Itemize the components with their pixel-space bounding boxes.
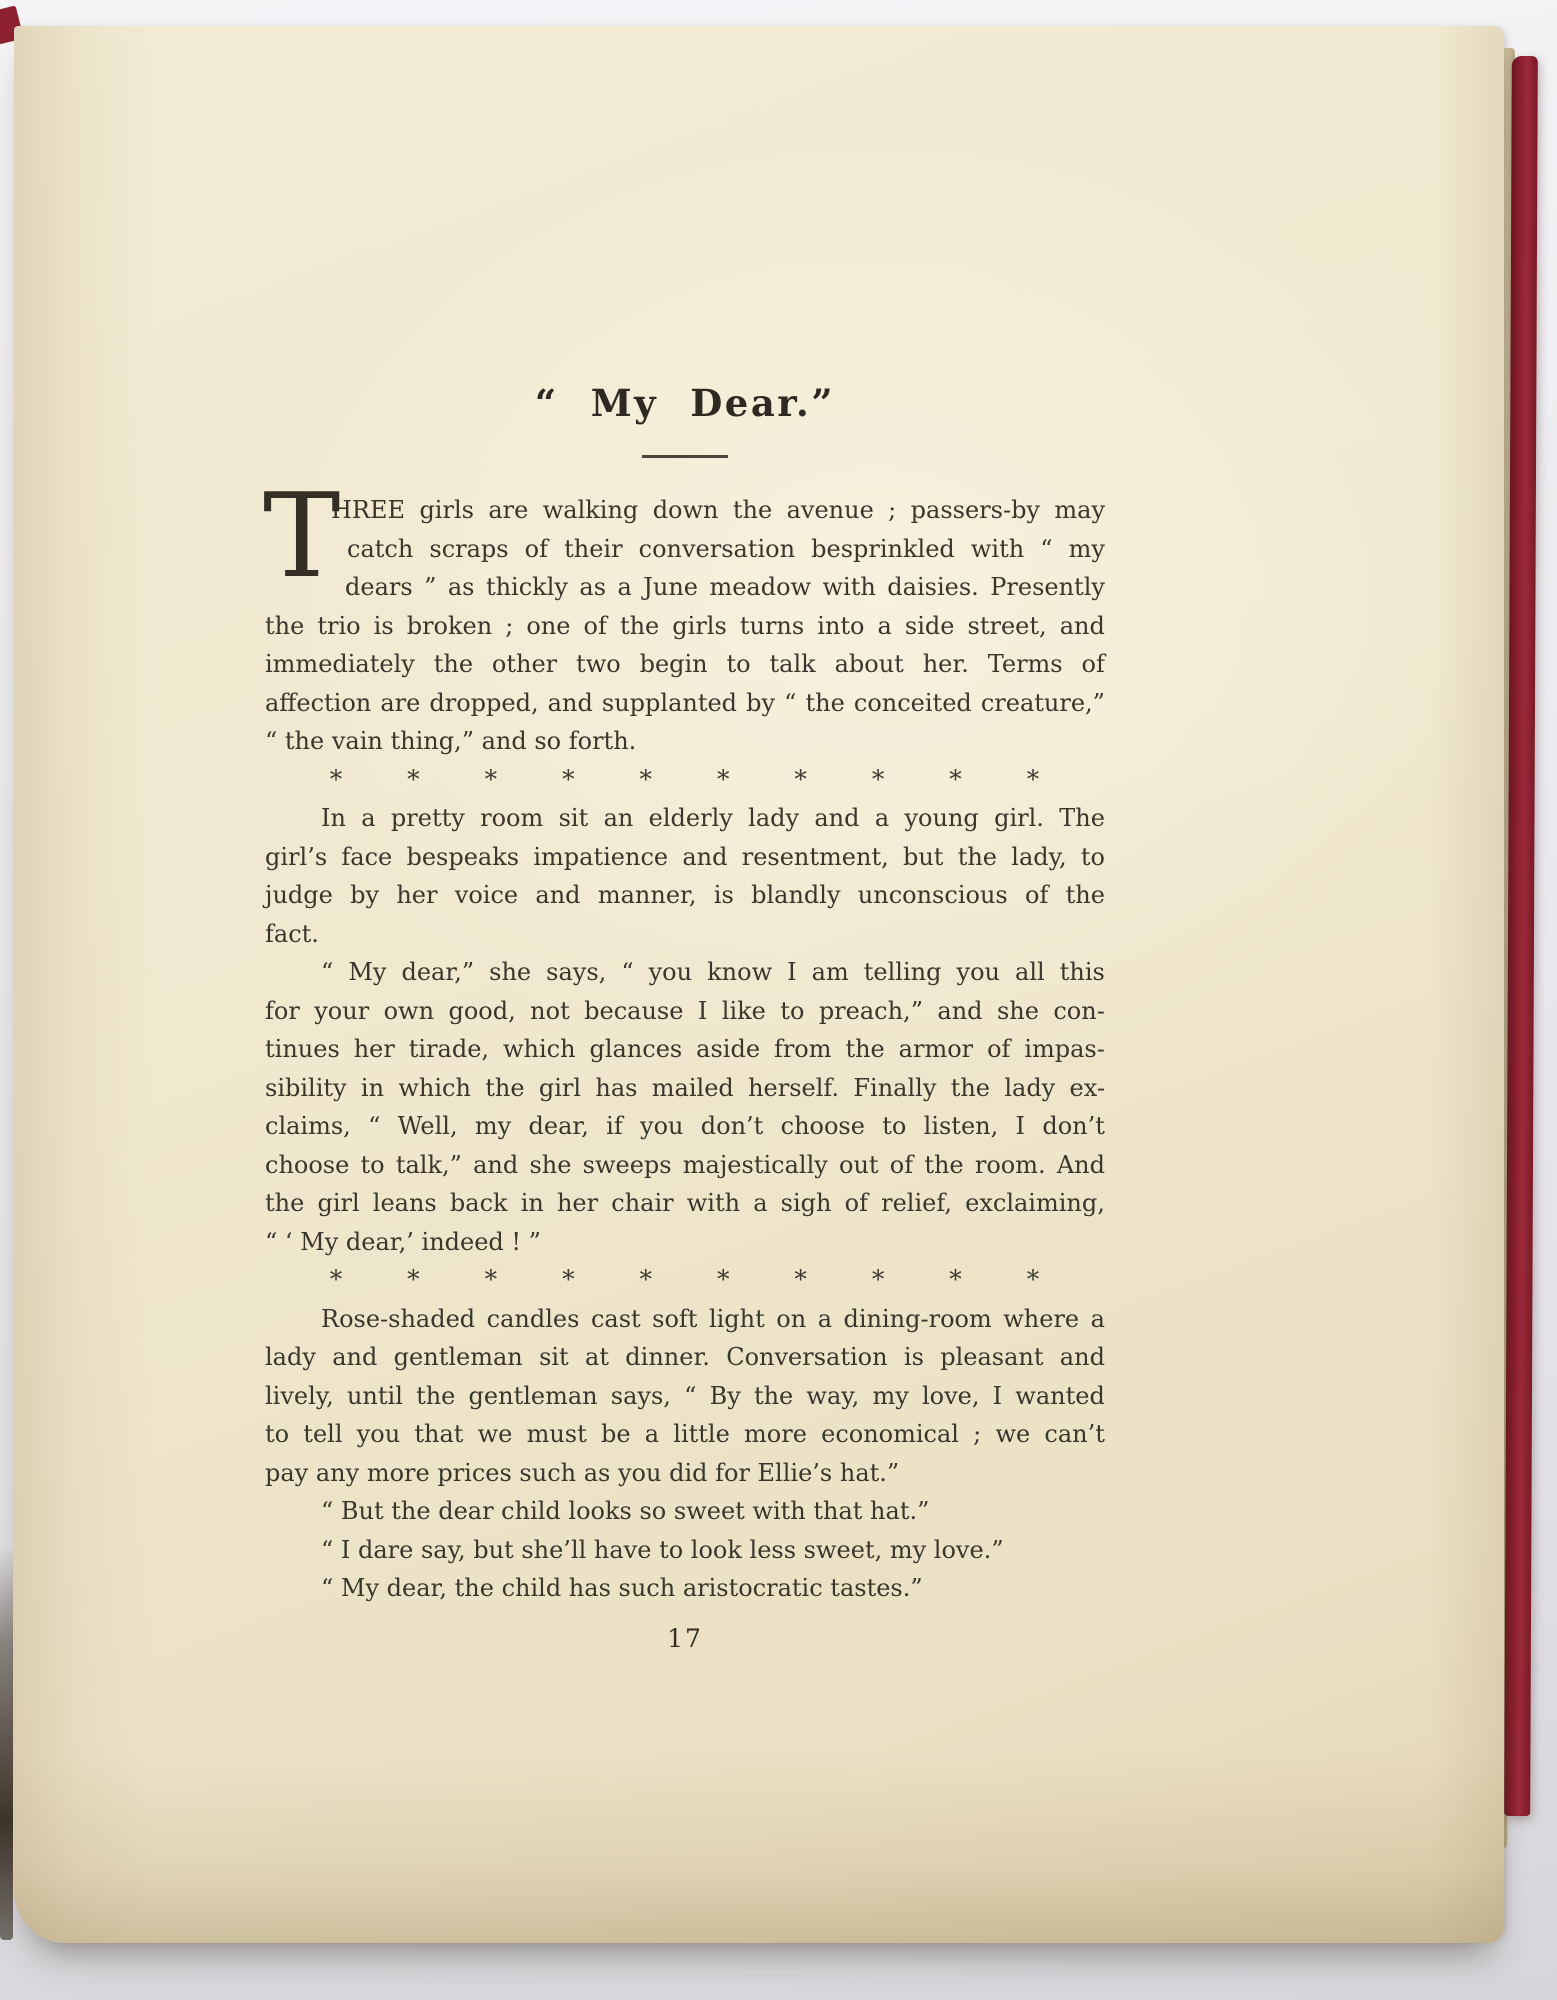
asterisk-separator-row: * * * * * * * * * *: [329, 764, 1041, 794]
text-line: HREE girls are walking down the avenue ; passers-by may: [331, 496, 1105, 524]
text-line: Rose-shaded candles cast soft light on a dining-room where a: [321, 1304, 1105, 1333]
page-number: 17: [667, 1623, 703, 1653]
chapter-title: “ My Dear.”: [534, 381, 836, 425]
body-paragraph: [265, 1300, 1105, 1493]
text-line: In a pretty room sit an elderly lady and a young girl. The: [321, 804, 1105, 832]
title-rule: [642, 455, 728, 458]
text-line: catch scraps of their conversation besprinkled with “ my: [347, 534, 1105, 563]
text-line: “ I dare say, but she’ll have to look less sweet, my love.”: [321, 1535, 1004, 1564]
text-line: the girl leans back in her chair with a sigh of relief, exclaiming,: [265, 1189, 1105, 1217]
text-line: “ the vain thing,” and so forth.: [265, 727, 637, 755]
text-line: affection are dropped, and supplanted by “ the conceited creature,”: [265, 688, 1105, 717]
body-paragraph: [265, 799, 1105, 953]
asterisk-separator-row: * * * * * * * * * *: [329, 1265, 1041, 1294]
text-line: judge by her voice and manner, is blandly unconscious of the: [265, 881, 1105, 909]
text-line: “ My dear, the child has such aristocratic tastes.”: [321, 1574, 923, 1602]
text-line: choose to talk,” and she sweeps majestically out of the room. And: [265, 1150, 1105, 1179]
text-line: pay any more prices such as you did for Ellie’s hat.”: [265, 1458, 900, 1487]
text-line: “ But the dear child looks so sweet with that hat.”: [321, 1497, 930, 1525]
body-sections: [263, 469, 1105, 1608]
drop-cap-letter: T: [263, 469, 341, 604]
text-line: lively, until the gentleman says, “ By the way, my love, I wanted: [265, 1381, 1105, 1410]
text-line: to tell you that we must be a little more economical ; we can’t: [265, 1420, 1105, 1448]
book-edge-shadow-bottom-left: [0, 1545, 13, 1940]
text-line: sibility in which the girl has mailed herself. Finally the lady ex-: [265, 1073, 1105, 1102]
body-paragraph: [263, 469, 1105, 761]
text-line: girl’s face bespeaks impatience and resentment, but the lady, to: [265, 842, 1105, 871]
page-text-column: [265, 381, 1105, 1653]
text-line: fact.: [265, 919, 319, 948]
text-line: the trio is broken ; one of the girls turns into a side street, and: [265, 611, 1105, 640]
text-line: immediately the other two begin to talk about her. Terms of: [265, 650, 1105, 678]
book-page: [14, 26, 1504, 1943]
text-line: claims, “ Well, my dear, if you don’t choose to listen, I don’t: [265, 1112, 1105, 1140]
text-line: dears ” as thickly as a June meadow with daisies. Presently: [345, 573, 1105, 601]
text-line: tinues her tirade, which glances aside from the armor of impas-: [265, 1035, 1105, 1063]
text-line: for your own good, not because I like to preach,” and she con-: [265, 996, 1105, 1025]
text-line: “ My dear,” she says, “ you know I am telling you all this: [321, 958, 1105, 986]
text-line: lady and gentleman sit at dinner. Conversation is pleasant and: [265, 1343, 1105, 1371]
dialogue-paragraph: [265, 1492, 1105, 1608]
body-paragraph: [265, 953, 1105, 1261]
text-line: “ ‘ My dear,’ indeed ! ”: [265, 1227, 541, 1256]
